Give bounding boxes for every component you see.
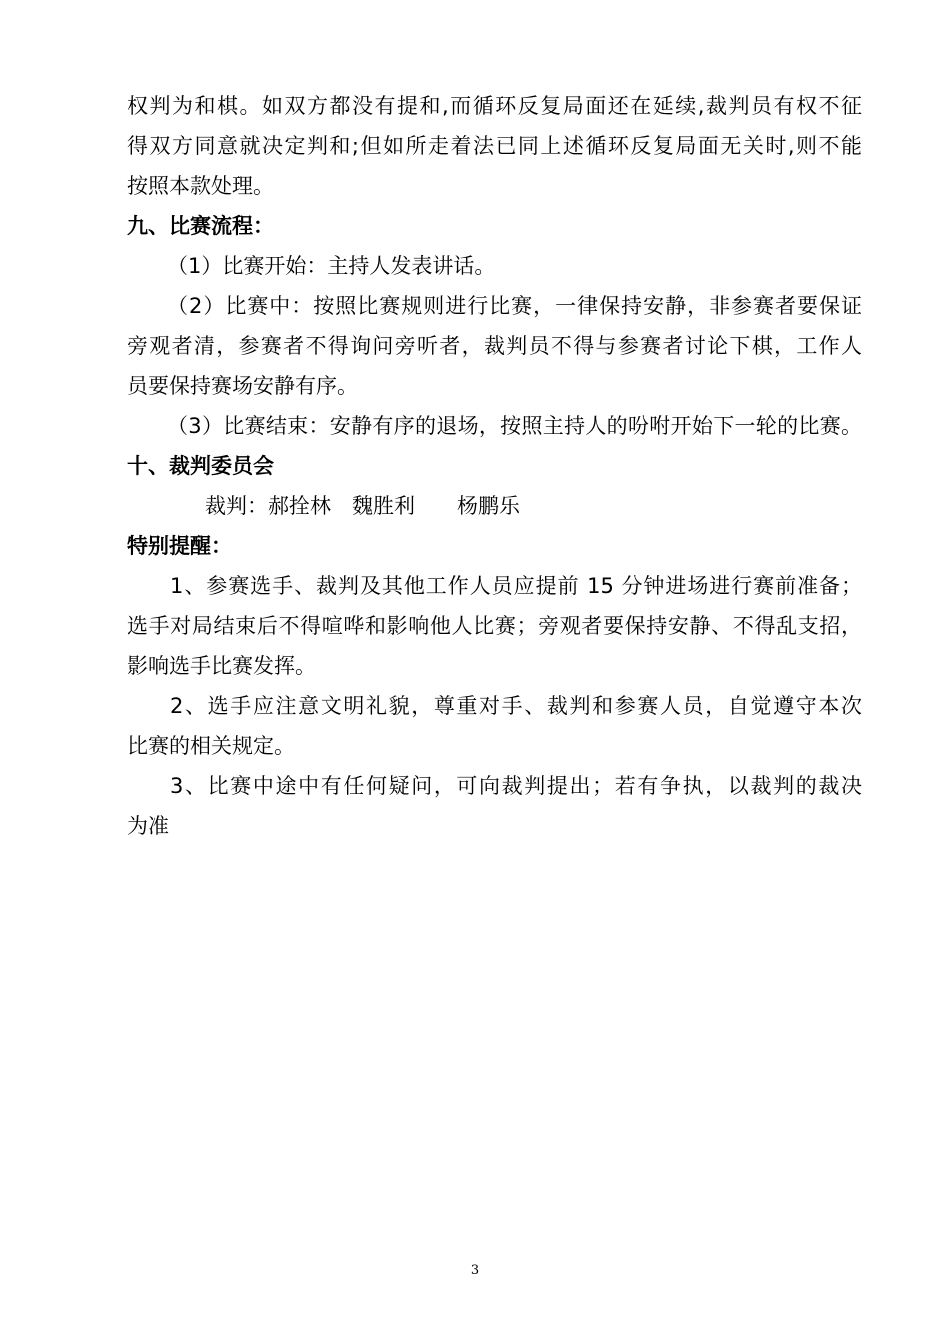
process-item-3: （3）比赛结束：安静有序的退场，按照主持人的吩咐开始下一轮的比赛。 bbox=[167, 414, 862, 438]
process-item-2-line: 员要保持赛场安静有序。 bbox=[127, 374, 358, 398]
page-number: 3 bbox=[470, 1263, 480, 1278]
process-item-2-line: 旁观者清，参赛者不得询问旁听者，裁判员不得与参赛者讨论下棋，工作人 bbox=[127, 334, 862, 358]
referee-list: 裁判：郝拴林 魏胜利 杨鹏乐 bbox=[205, 494, 520, 518]
paragraph-line: 得双方同意就决定判和;但如所走着法已同上述循环反复局面无关时,则不能 bbox=[127, 134, 862, 158]
reminder-item-1-line: 选手对局结束后不得喧哗和影响他人比赛；旁观者要保持安静、不得乱支招， bbox=[127, 614, 862, 638]
reminder-item-3-line: 为准 bbox=[127, 814, 169, 838]
reminder-item-1-line: 影响选手比赛发挥。 bbox=[127, 654, 316, 678]
paragraph-line: 权判为和棋。如双方都没有提和,而循环反复局面还在延续,裁判员有权不征 bbox=[127, 94, 862, 118]
process-item-1: （1）比赛开始：主持人发表讲话。 bbox=[167, 254, 496, 278]
reminder-item-2-line: 比赛的相关规定。 bbox=[127, 734, 295, 758]
reminder-item-2-line: 2、选手应注意文明礼貌，尊重对手、裁判和参赛人员，自觉遵守本次 bbox=[170, 694, 862, 718]
section-9-heading: 九、比赛流程： bbox=[127, 214, 274, 238]
section-10-heading: 十、裁判委员会 bbox=[127, 454, 274, 478]
reminder-item-1-line: 1、参赛选手、裁判及其他工作人员应提前 15 分钟进场进行赛前准备； bbox=[170, 574, 862, 598]
process-item-2-line: （2）比赛中：按照比赛规则进行比赛，一律保持安静，非参赛者要保证 bbox=[167, 294, 862, 318]
reminder-item-3-line: 3、比赛中途中有任何疑问，可向裁判提出；若有争执，以裁判的裁决 bbox=[170, 774, 862, 798]
reminder-heading: 特别提醒： bbox=[127, 534, 232, 558]
paragraph-line: 按照本款处理。 bbox=[127, 174, 274, 198]
